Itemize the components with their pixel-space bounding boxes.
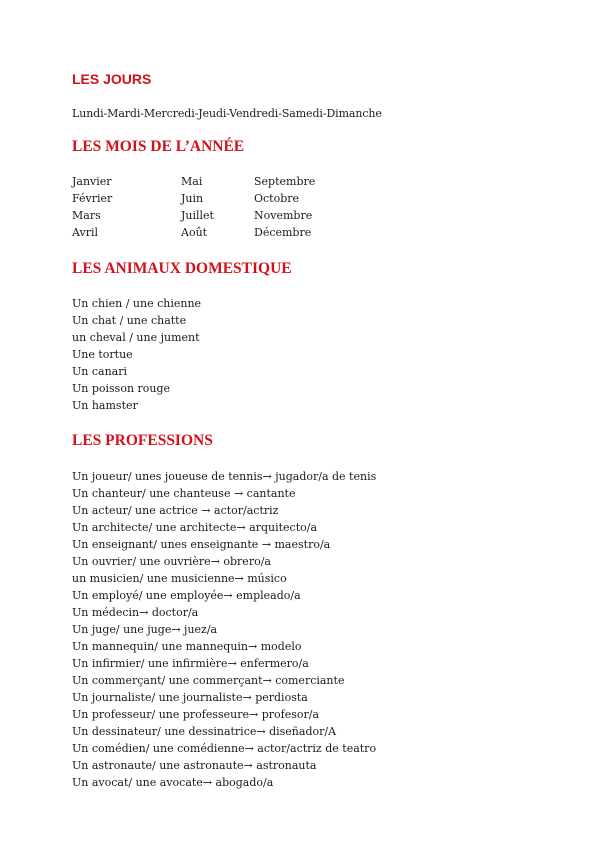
list-item: Un enseignant/ unes enseignante → maestro/a bbox=[72, 538, 331, 551]
professions-list bbox=[72, 470, 376, 793]
list-item: Un chien / une chienne bbox=[72, 297, 202, 310]
month-cell: Septembre bbox=[254, 175, 316, 188]
list-item: Un hamster bbox=[72, 399, 138, 412]
list-item: Un dessinateur/ une dessinatrice→ diseñador/A bbox=[72, 725, 337, 738]
list-item: Un architecte/ une architecte→ arquitecto/a bbox=[72, 521, 318, 534]
list-item: Un journaliste/ une journaliste→ perdiosta bbox=[72, 691, 308, 704]
months-table bbox=[72, 175, 472, 243]
month-cell: Avril bbox=[72, 226, 99, 239]
animals-list bbox=[72, 297, 201, 416]
month-cell: Mai bbox=[181, 175, 203, 188]
heading-animaux: LES ANIMAUX DOMESTIQUE bbox=[72, 260, 292, 277]
list-item: Un chat / une chatte bbox=[72, 314, 187, 327]
month-cell: Novembre bbox=[254, 209, 313, 222]
months-row bbox=[72, 175, 472, 192]
month-cell: Octobre bbox=[254, 192, 300, 205]
months-row bbox=[72, 226, 472, 243]
list-item: Un joueur/ unes joueuse de tennis→ jugador/a de tenis bbox=[72, 470, 377, 483]
list-item: Un canari bbox=[72, 365, 127, 378]
months-row bbox=[72, 209, 472, 226]
list-item: Un employé/ une employée→ empleado/a bbox=[72, 589, 301, 602]
month-cell: Juillet bbox=[181, 209, 214, 222]
days-line: Lundi-Mardi-Mercredi-Jeudi-Vendredi-Samedi-Dimanche bbox=[72, 107, 382, 120]
month-cell: Décembre bbox=[254, 226, 312, 239]
months-row bbox=[72, 192, 472, 209]
month-cell: Janvier bbox=[72, 175, 112, 188]
heading-mois: LES MOIS DE L’ANNÉE bbox=[72, 138, 245, 155]
list-item: Un comédien/ une comédienne→ actor/actriz de teatro bbox=[72, 742, 377, 755]
heading-professions: LES PROFESSIONS bbox=[72, 432, 213, 449]
list-item: Un professeur/ une professeure→ profesor/a bbox=[72, 708, 320, 721]
list-item: Un ouvrier/ une ouvrière→ obrero/a bbox=[72, 555, 271, 568]
month-cell: Août bbox=[181, 226, 208, 239]
month-cell: Juin bbox=[181, 192, 204, 205]
list-item: Un infirmier/ une infirmière→ enfermero/a bbox=[72, 657, 309, 670]
month-cell: Mars bbox=[72, 209, 101, 222]
list-item: Un commerçant/ une commerçant→ comerciante bbox=[72, 674, 345, 687]
list-item: Un juge/ une juge→ juez/a bbox=[72, 623, 218, 636]
list-item: Un astronaute/ une astronaute→ astronauta bbox=[72, 759, 317, 772]
list-item: Un médecin→ doctor/a bbox=[72, 606, 199, 619]
month-cell: Février bbox=[72, 192, 113, 205]
list-item: Une tortue bbox=[72, 348, 133, 361]
list-item: Un avocat/ une avocate→ abogado/a bbox=[72, 776, 274, 789]
list-item: Un chanteur/ une chanteuse → cantante bbox=[72, 487, 296, 500]
list-item: un musicien/ une musicienne→ músico bbox=[72, 572, 287, 585]
heading-jours: LES JOURS bbox=[72, 71, 152, 87]
list-item: un cheval / une jument bbox=[72, 331, 200, 344]
list-item: Un mannequin/ une mannequin→ modelo bbox=[72, 640, 302, 653]
list-item: Un acteur/ une actrice → actor/actriz bbox=[72, 504, 279, 517]
list-item: Un poisson rouge bbox=[72, 382, 171, 395]
